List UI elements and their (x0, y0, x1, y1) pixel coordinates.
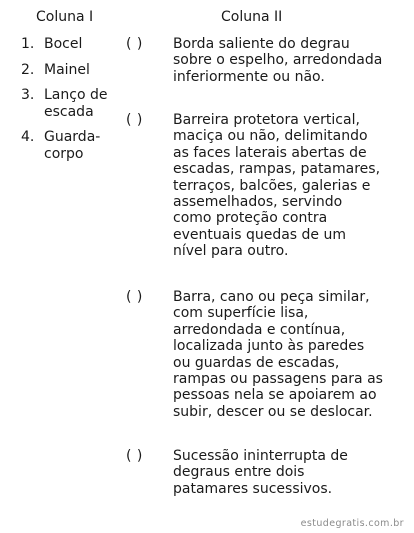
item-term: Lanço de escada (44, 87, 108, 120)
coluna-i-item (21, 62, 121, 79)
coluna-i-list (21, 36, 121, 171)
item-number: 1. (21, 36, 35, 52)
coluna-ii-item (126, 289, 406, 420)
answer-blank[interactable]: ( ) (126, 289, 143, 305)
coluna-i-item (21, 87, 121, 120)
site-watermark: estudegratis.com.br (300, 518, 404, 529)
item-description: Barra, cano ou peça similar, com superfície lisa, arredondada e contínua, localizada junto às paredes ou guardas de escadas, rampas ou passagens para as pessoas nela se apoiarem ao subir, descer ou se deslocar. (173, 289, 383, 420)
coluna-ii-item (126, 36, 406, 85)
item-number: 2. (21, 61, 35, 78)
item-description: Barreira protetora vertical, maciça ou não, delimitando as faces laterais abertas de escadas, rampas, patamares, terraços, balcões, galerias e assemelhados, servindo como proteção contra eventuais quedas de um nível para outro. (173, 112, 381, 260)
item-number: 4. (21, 129, 35, 145)
coluna-ii-header: Coluna II (221, 9, 283, 25)
item-description: Sucessão ininterrupta de degraus entre dois patamares sucessivos. (173, 448, 348, 497)
coluna-ii-item (126, 448, 406, 497)
coluna-i-item (21, 129, 121, 162)
coluna-ii-item (126, 112, 406, 260)
item-description: Borda saliente do degrau sobre o espelho, arredondada inferiormente ou não. (173, 36, 383, 85)
item-term: Bocel (44, 36, 83, 52)
answer-blank[interactable]: ( ) (126, 36, 143, 52)
coluna-i-item (21, 36, 121, 53)
item-term: Mainel (44, 61, 90, 78)
coluna-i-header: Coluna I (36, 9, 94, 25)
answer-blank[interactable]: ( ) (126, 448, 143, 464)
item-term: Guarda-corpo (44, 129, 101, 162)
answer-blank[interactable]: ( ) (126, 112, 143, 128)
item-number: 3. (21, 87, 35, 103)
